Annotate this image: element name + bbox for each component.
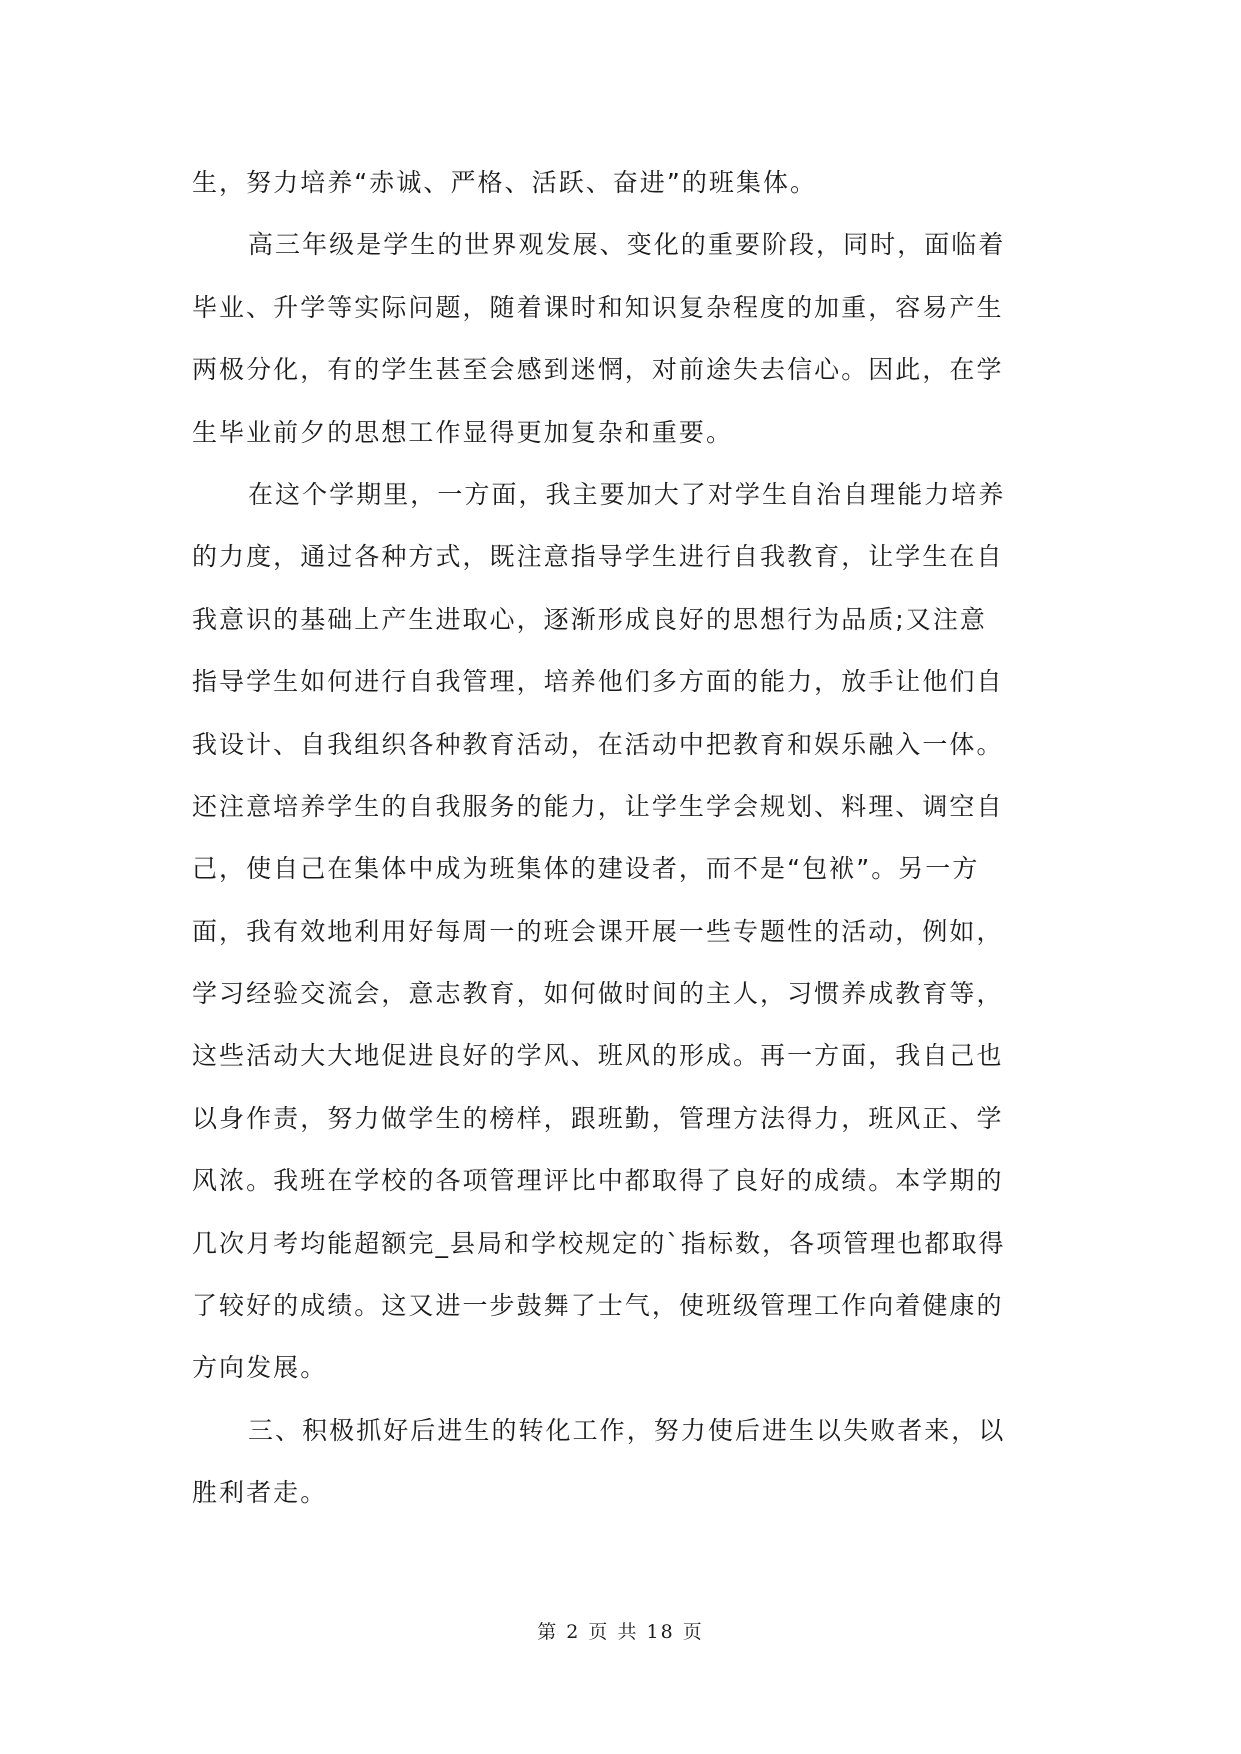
document-body — [192, 152, 1060, 1525]
text-line: 这些活动大大地促进良好的学风、班风的形成。再一方面，我自己也 — [192, 1041, 1004, 1071]
text-line: 生，努力培养“赤诚、严格、活跃、奋进”的班集体。 — [192, 168, 818, 197]
text-line: 我设计、自我组织各种教育活动，在活动中把教育和娱乐融入一体。 — [192, 729, 1004, 759]
text-line: 在这个学期里，一方面，我主要加大了对学生自治自理能力培养 — [248, 479, 1006, 509]
text-line: 了较好的成绩。这又进一步鼓舞了士气，使班级管理工作向着健康的 — [192, 1291, 1004, 1321]
text-line: 两极分化，有的学生甚至会感到迷惘，对前途失去信心。因此，在学 — [192, 355, 1004, 385]
text-line: 方向发展。 — [192, 1353, 328, 1383]
text-line: 面，我有效地利用好每周一的班会课开展一些专题性的活动，例如， — [192, 916, 1004, 946]
text-line: 我意识的基础上产生进取心，逐渐形成良好的思想行为品质;又注意 — [192, 604, 987, 634]
text-line: 生毕业前夕的思想工作显得更加复杂和重要。 — [192, 417, 734, 447]
text-line: 指导学生如何进行自我管理，培养他们多方面的能力，放手让他们自 — [192, 667, 1004, 697]
text-line: 还注意培养学生的自我服务的能力，让学生学会规划、料理、调空自 — [192, 791, 1004, 821]
text-line: 三、积极抓好后进生的转化工作，努力使后进生以失败者来，以 — [248, 1415, 1006, 1445]
text-line: 风浓。我班在学校的各项管理评比中都取得了良好的成绩。本学期的 — [192, 1166, 1004, 1196]
text-line: 高三年级是学生的世界观发展、变化的重要阶段，同时，面临着 — [248, 230, 1006, 260]
text-line: 毕业、升学等实际问题，随着课时和知识复杂程度的加重，容易产生 — [192, 292, 1004, 322]
text-line: 学习经验交流会，意志教育，如何做时间的主人，习惯养成教育等， — [192, 979, 1004, 1009]
page-number: 第 2 页 共 18 页 — [537, 1621, 704, 1643]
text-line: 胜利者走。 — [192, 1478, 328, 1508]
text-line: 的力度，通过各种方式，既注意指导学生进行自我教育，让学生在自 — [192, 542, 1004, 572]
text-line: 几次月考均能超额完_县局和学校规定的`指标数，各项管理也都取得 — [192, 1228, 1006, 1258]
text-line: 以身作责，努力做学生的榜样，跟班勤，管理方法得力，班风正、学 — [192, 1103, 1004, 1133]
text-line: 己，使自己在集体中成为班集体的建设者，而不是“包袱”。另一方 — [192, 854, 980, 884]
